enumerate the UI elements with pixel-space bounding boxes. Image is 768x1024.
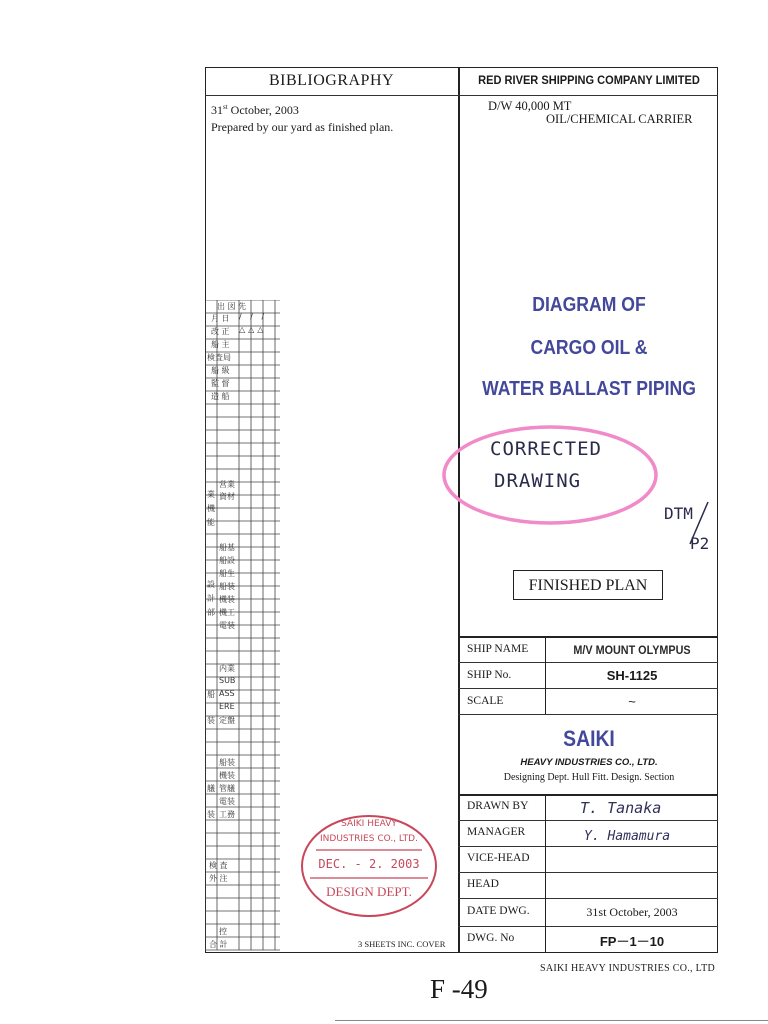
- stamp-line-4: DESIGN DEPT.: [326, 884, 412, 899]
- ship-name-value: M/V MOUNT OLYMPUS: [573, 643, 691, 657]
- stamp-line-3: DEC. - 2. 2003: [318, 857, 420, 871]
- bibliography-prepared: Prepared by our yard as finished plan.: [211, 120, 394, 134]
- dwg-no-value: FP－1－10: [599, 934, 665, 949]
- side-label-8: 装: [207, 716, 215, 725]
- table-label-electrical-2: 電装: [219, 797, 235, 806]
- scale-label: SCALE: [467, 695, 504, 707]
- head-label: HEAD: [467, 878, 499, 890]
- approval-col-divider: [545, 794, 546, 953]
- table-label-supervisor: 監 督: [211, 379, 230, 388]
- date-suffix: st: [223, 103, 228, 111]
- table-label-sub: SUB: [219, 676, 236, 685]
- table-label-inner-work: 内業: [219, 664, 235, 673]
- ship-info-row-2: [458, 688, 718, 689]
- approval-row-3: [458, 872, 718, 873]
- page-number: F -49: [430, 974, 488, 1004]
- deadweight: D/W 40,000 MT: [488, 99, 572, 113]
- bibliography-date: [211, 103, 299, 118]
- finished-plan-label: FINISHED PLAN: [513, 570, 663, 600]
- table-label-ass: ASS: [219, 689, 235, 698]
- revision-marks: △△△: [239, 325, 267, 334]
- side-label-7: 船: [207, 690, 215, 699]
- table-label-inspection: 検査局: [207, 353, 231, 362]
- bottom-scan-line: [335, 1020, 768, 1021]
- table-label-hull-basic: 船基: [219, 543, 235, 552]
- ship-no-label: SHIP No.: [467, 669, 512, 681]
- dwg-no-label: DWG. No: [467, 932, 515, 944]
- side-label-2: 機: [207, 504, 215, 513]
- table-label-month-day: 月 日: [211, 314, 230, 323]
- stamp-line-1: SAIKI HEAVY: [341, 819, 397, 829]
- ship-info-bottom: [458, 714, 718, 715]
- corrected-text: CORRECTED: [490, 438, 602, 460]
- dtm-note: DTM: [664, 504, 693, 523]
- builder-company: HEAVY INDUSTRIES CO., LTD.: [520, 757, 658, 768]
- date-slashes: / / /: [239, 312, 268, 321]
- drawn-by-signature: T. Tanaka: [580, 799, 662, 817]
- table-label-revision: 改 正: [211, 327, 230, 336]
- table-label-shipbuilding: 造 船: [211, 392, 230, 401]
- approval-row-1: [458, 820, 718, 821]
- side-label-5: 計: [207, 594, 215, 603]
- ship-name-label: SHIP NAME: [467, 643, 529, 655]
- date-dwg-label: DATE DWG.: [467, 905, 530, 917]
- date-dwg-value: 31st October, 2003: [586, 905, 678, 919]
- table-label-hull-outfit-2: 船装: [219, 758, 235, 767]
- builder-dept: Designing Dept. Hull Fitt. Design. Section: [503, 772, 675, 783]
- diagram-title-line3: WATER BALLAST PIPING: [482, 378, 696, 400]
- table-label-platen: 定盤: [219, 716, 235, 725]
- table-label-machinery-outfit: 機装: [219, 595, 235, 604]
- manager-signature: Y. Hamamura: [584, 829, 671, 844]
- table-label-materials: 資材: [219, 492, 235, 501]
- table-label-machinery-outfit-2: 機装: [219, 771, 235, 780]
- approval-row-4: [458, 898, 718, 899]
- table-label-distribution: 出 図 先: [217, 302, 247, 311]
- table-label-ere: ERE: [219, 702, 235, 711]
- builder-name: SAIKI: [563, 726, 615, 751]
- side-label-10: 装: [207, 810, 215, 819]
- vessel-type: OIL/CHEMICAL CARRIER: [546, 112, 693, 126]
- table-label-owner: 船 主: [211, 340, 230, 349]
- table-label-piping: 管艤: [219, 784, 235, 793]
- side-label-1: 業: [207, 490, 215, 499]
- table-label-machinery-works: 機工: [219, 608, 235, 617]
- approval-row-2: [458, 846, 718, 847]
- stamp-line-2: INDUSTRIES CO., LTD.: [320, 834, 418, 844]
- scale-value: ~: [628, 694, 636, 709]
- table-label-hull-outfit: 船装: [219, 582, 235, 591]
- approval-row-5: [458, 926, 718, 927]
- side-label-4: 設: [207, 580, 215, 589]
- side-label-3: 能: [207, 518, 215, 527]
- table-label-total: 合 計: [209, 940, 228, 949]
- ship-info-row-1: [458, 662, 718, 663]
- table-label-copy: 控: [219, 927, 227, 936]
- table-label-hull-design: 船設: [219, 556, 235, 565]
- company-name: RED RIVER SHIPPING COMPANY LIMITED: [478, 73, 700, 87]
- p2-note: P2: [690, 534, 710, 553]
- diagram-title-line2: CARGO OIL &: [530, 337, 648, 359]
- ship-info-top: [458, 636, 718, 638]
- side-label-6: 部: [207, 608, 215, 617]
- table-label-class: 船 級: [211, 366, 230, 375]
- side-label-9: 艤: [207, 784, 215, 793]
- table-label-inspection-2: 検 査: [209, 861, 228, 870]
- approval-top: [458, 794, 718, 796]
- manager-label: MANAGER: [467, 826, 526, 838]
- table-label-electrical: 電装: [219, 621, 235, 630]
- table-label-sales: 営業: [219, 480, 235, 489]
- drawing-text: DRAWING: [494, 470, 582, 492]
- vice-head-label: VICE-HEAD: [467, 852, 530, 864]
- ship-no-value: SH-1125: [606, 668, 658, 683]
- drawn-by-label: DRAWN BY: [467, 800, 529, 812]
- header-divider: [205, 95, 718, 96]
- diagram-title-line1: DIAGRAM OF: [532, 294, 646, 316]
- table-label-works: 工務: [219, 810, 235, 819]
- footer-company: SAIKI HEAVY INDUSTRIES CO., LTD: [540, 963, 716, 974]
- bibliography-heading: BIBLIOGRAPHY: [268, 72, 395, 89]
- date-day: 31: [211, 103, 223, 117]
- table-label-hull-production: 船生: [219, 569, 235, 578]
- table-label-outsourcing: 外 注: [209, 874, 228, 883]
- sheets-note: 3 SHEETS INC. COVER: [358, 939, 446, 949]
- date-rest: October, 2003: [227, 103, 299, 117]
